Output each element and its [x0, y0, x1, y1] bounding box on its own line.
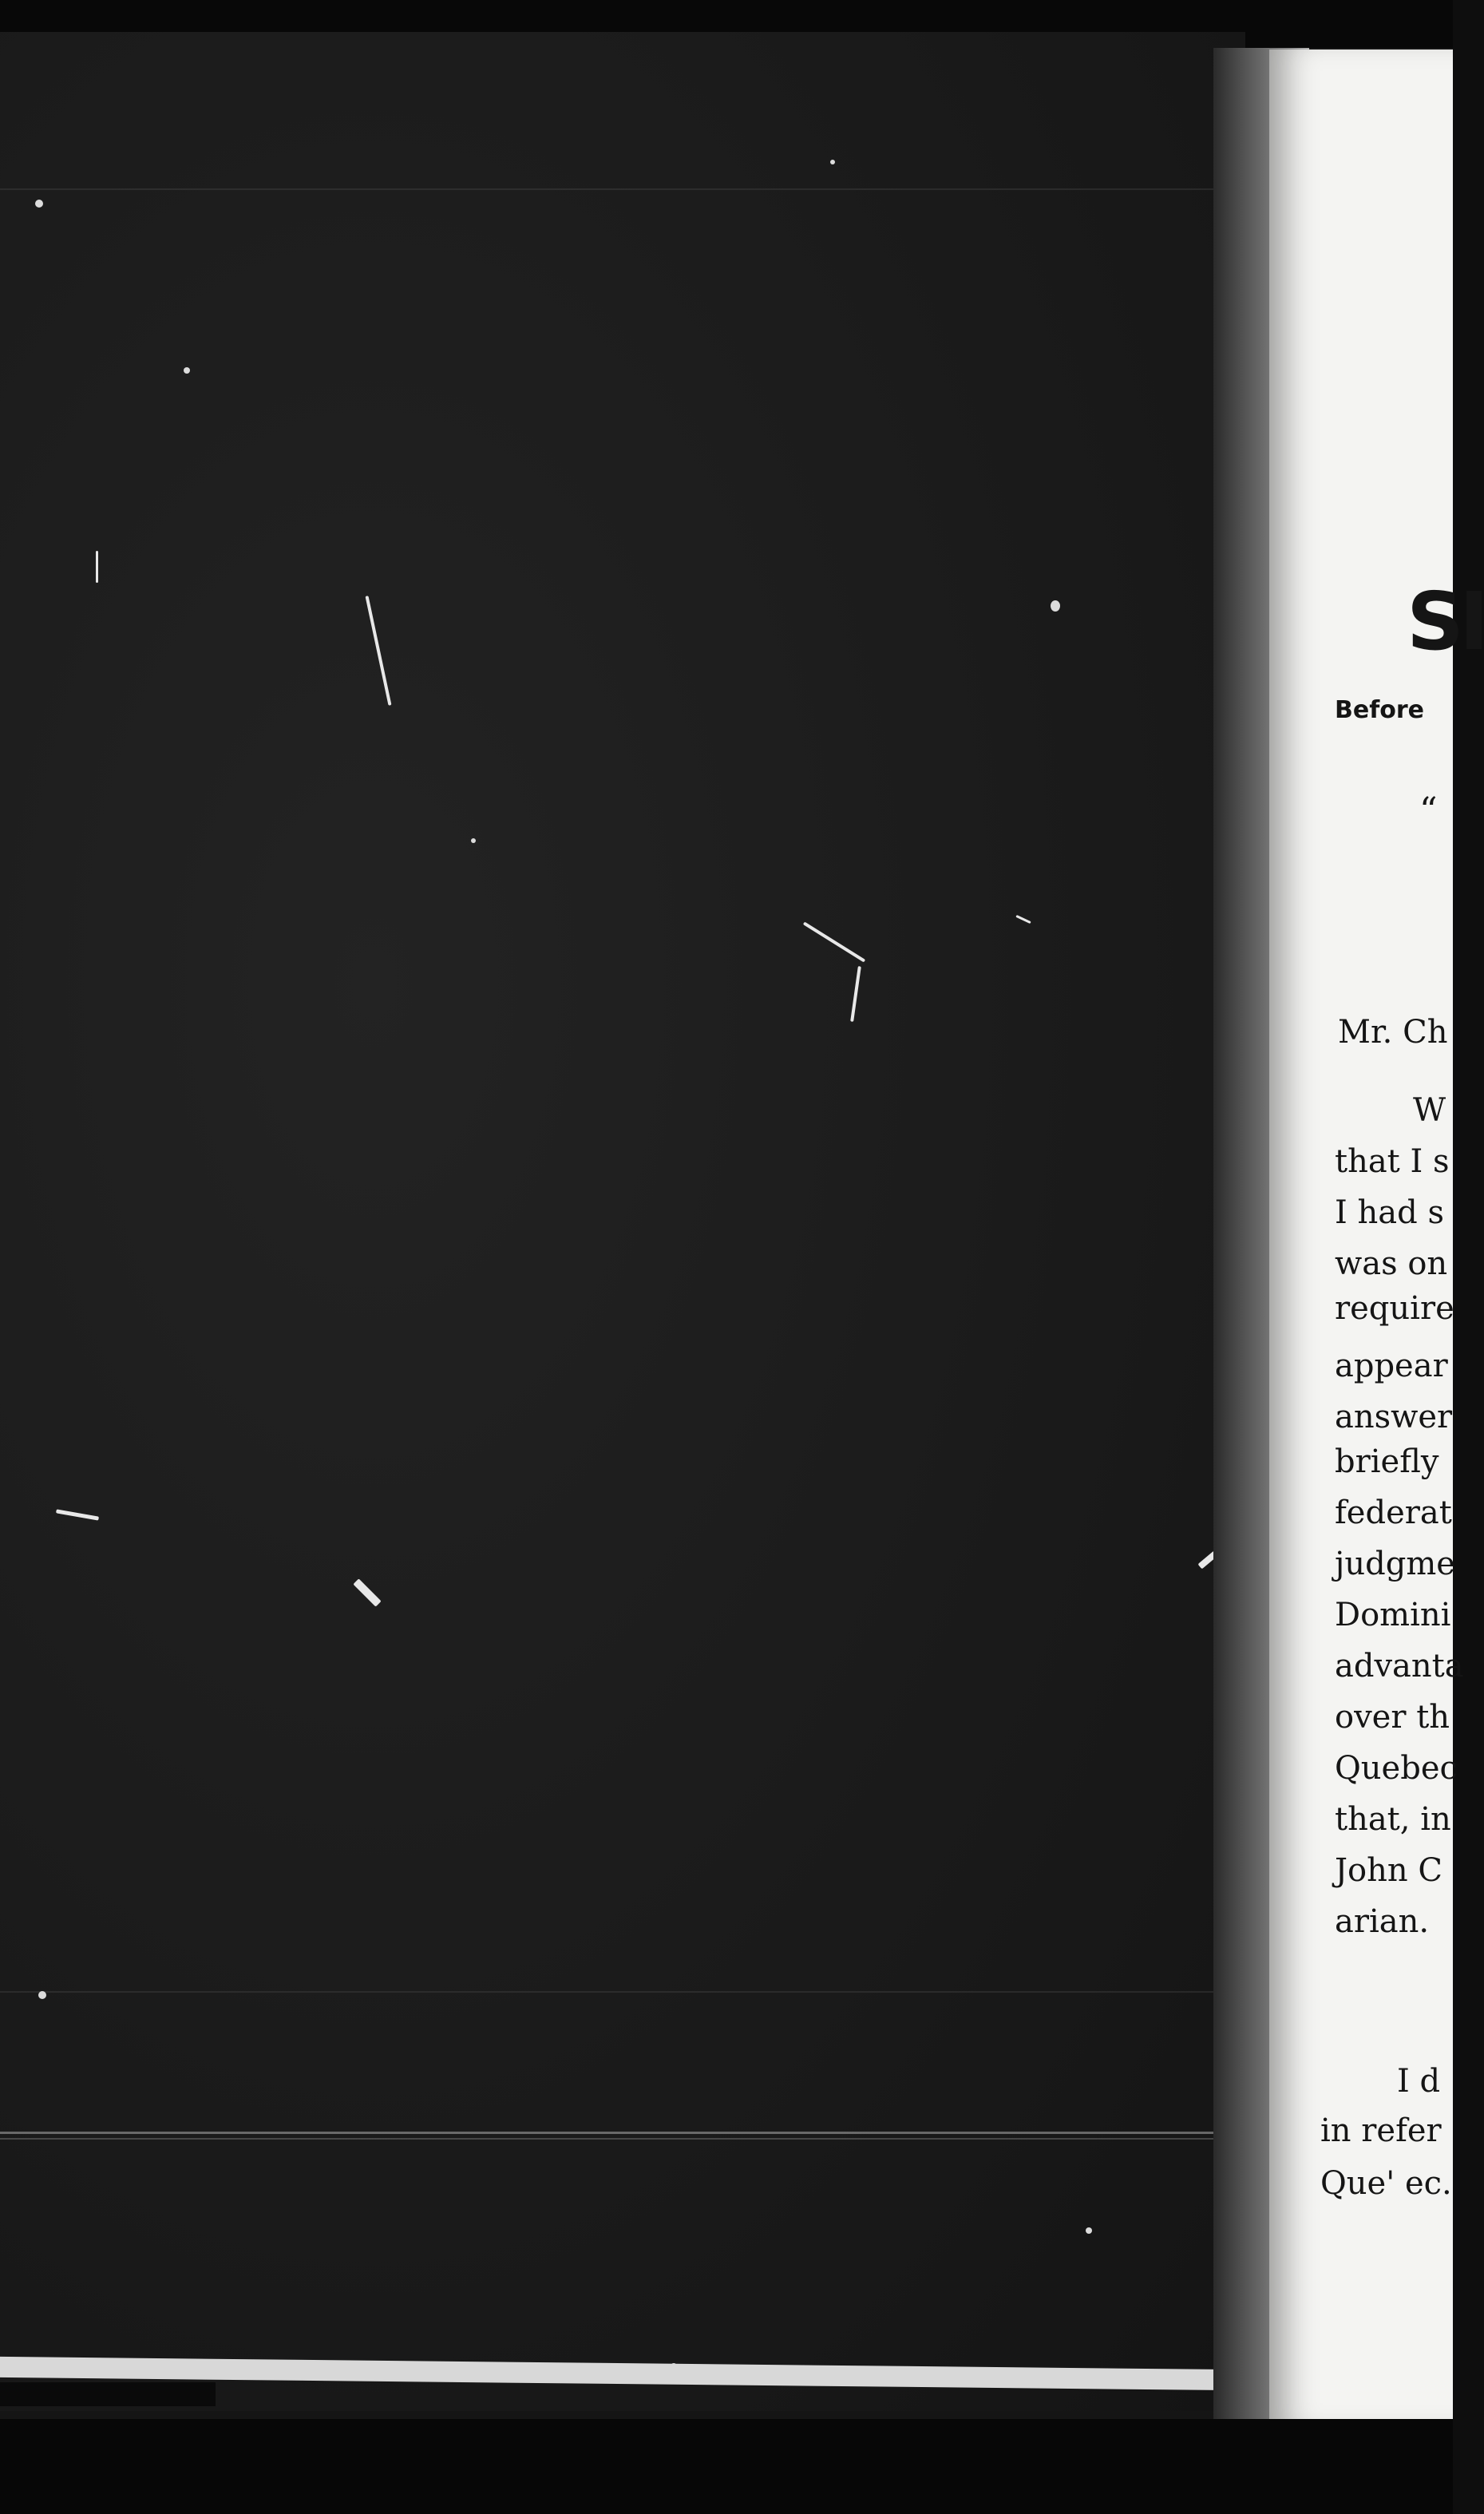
dust-speck [1086, 2227, 1092, 2234]
page-title-fragment: SI [1407, 575, 1484, 668]
book-cover [0, 32, 1245, 2411]
opening-quote-mark: “ [1419, 790, 1438, 831]
scan-line-artifact [0, 2132, 1277, 2134]
body-text-line: W [1413, 1092, 1446, 1129]
page-subtitle-fragment: Before [1335, 696, 1425, 724]
body-text-line: was on [1335, 1245, 1448, 1282]
cover-edge-shadow [0, 2382, 216, 2406]
scan-line-artifact [0, 188, 1277, 190]
dust-speck [38, 1991, 46, 1999]
body-text-line: Domini [1335, 1597, 1451, 1633]
body-text-line: briefly [1335, 1443, 1439, 1480]
body-text-line: advanta [1335, 1648, 1464, 1685]
body-text-line: answer [1335, 1399, 1453, 1435]
body-text-line: that I s [1335, 1143, 1450, 1180]
scan-bottom-border [0, 2419, 1453, 2514]
body-text-line: federat [1335, 1495, 1452, 1531]
dust-speck [1051, 600, 1060, 612]
body-text-line: judgme [1335, 1546, 1455, 1582]
dust-speck [184, 367, 190, 374]
body-text-line: require [1335, 1290, 1454, 1327]
body-text-line: I d [1397, 2063, 1441, 2100]
body-text-line: over th [1335, 1699, 1450, 1736]
body-text-line: Que' ec. [1320, 2165, 1452, 2202]
body-text-line: that, in [1335, 1801, 1451, 1838]
scan-line-artifact [0, 1991, 1277, 1993]
body-text-line: appear [1335, 1348, 1448, 1384]
salutation-line: Mr. Ch [1338, 1014, 1448, 1051]
dust-speck [35, 200, 43, 208]
scan-line-artifact [0, 2138, 1277, 2140]
dust-speck [471, 838, 476, 843]
body-text-line: arian. [1335, 1903, 1430, 1940]
body-text-line: Quebec [1335, 1750, 1458, 1787]
body-text-line: I had s [1335, 1194, 1444, 1231]
body-text-line: John C [1335, 1852, 1442, 1889]
dust-scratch [96, 551, 98, 583]
body-text-line: in refer [1320, 2112, 1442, 2149]
dust-speck [830, 160, 835, 164]
